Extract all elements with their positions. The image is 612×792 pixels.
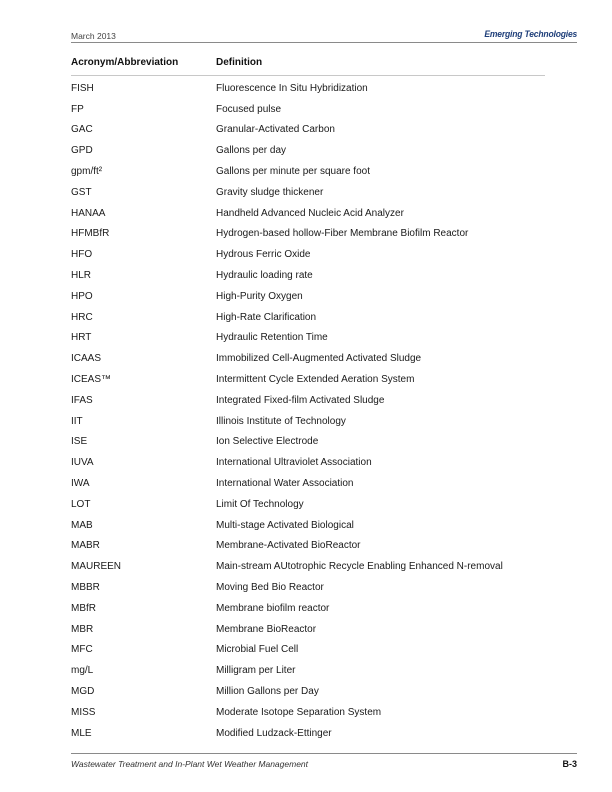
acronym-cell: HFO [71,249,93,261]
acronym-cell: MGD [71,686,95,697]
table-body [71,76,545,744]
acronym-cell: ISE [71,436,88,448]
header-date: March 2013 [71,31,116,41]
table-row [71,598,545,619]
definition-cell: Intermittent Cycle Extended Aeration System [216,374,415,386]
table-row [71,390,545,411]
table-row [71,515,545,536]
table-row [71,660,545,681]
definition-cell: Gallons per minute per square foot [216,166,370,178]
table-row [71,556,545,577]
acronym-cell: gpm/ft² [71,166,103,178]
acronym-cell: HRT [71,332,92,344]
table-row [71,536,545,557]
definition-cell: Limit Of Technology [216,498,304,510]
acronym-cell: FP [71,103,84,115]
definition-cell: Moderate Isotope Separation System [216,706,382,718]
footer-divider [71,753,577,754]
acronym-cell: mg/L [71,665,94,677]
column-header-definition: Definition [216,57,263,68]
definition-cell: High-Purity Oxygen [216,290,303,302]
acronym-cell: MBBR [71,582,100,594]
table-row [71,452,545,473]
definition-cell: International Ultraviolet Association [216,457,372,469]
acronym-cell: FISH [71,82,94,94]
page-number: B-3 [562,759,577,769]
table-row [71,494,545,515]
table-row [71,432,545,453]
definition-cell: Million Gallons per Day [216,686,319,697]
acronym-cell: HRC [71,311,93,323]
definition-cell: High-Rate Clarification [216,311,317,323]
definition-cell: Milligram per Liter [216,665,296,677]
definition-cell: Membrane BioReactor [216,623,317,635]
table-row [71,265,545,286]
table-row [71,161,545,182]
definition-cell: Microbial Fuel Cell [216,644,299,656]
definition-cell: Gravity sludge thickener [216,186,324,198]
table-row [71,224,545,245]
acronym-cell: ICAAS [71,353,102,365]
table-row [71,328,545,349]
table-row [71,369,545,390]
definition-cell: Hydraulic Retention Time [216,332,328,344]
table-row [71,473,545,494]
definition-cell: Granular-Activated Carbon [216,124,335,136]
acronym-cell: LOT [71,498,91,510]
definition-cell: Modified Ludzack-Ettinger [216,727,332,739]
definition-cell: Moving Bed Bio Reactor [216,582,324,594]
definition-cell: Main-stream AUtotrophic Recycle Enabling Enhanced N-removal [216,561,503,573]
table-row [71,640,545,661]
table-row [71,286,545,307]
definition-cell: Focused pulse [216,103,282,115]
acronym-cell: MBR [71,623,94,635]
definition-cell: Integrated Fixed-film Activated Sludge [216,394,385,406]
table-row [71,411,545,432]
acronym-cell: GST [71,186,92,198]
acronym-cell: MISS [71,706,96,718]
column-header-acronym: Acronym/Abbreviation [71,57,179,68]
table-row [71,203,545,224]
table-row [71,577,545,598]
acronym-table [71,57,545,744]
acronym-cell: MLE [71,727,92,739]
acronym-cell: MFC [71,644,93,656]
acronym-cell: IIT [71,415,83,427]
definition-cell: Ion Selective Electrode [216,436,319,448]
acronym-cell: GPD [71,145,93,157]
table-row [71,348,545,369]
table-row [71,702,545,723]
table-row [71,619,545,640]
definition-cell: Hydrogen-based hollow-Fiber Membrane Biofilm Reactor [216,228,469,240]
definition-cell: Hydrous Ferric Oxide [216,249,311,261]
definition-cell: Handheld Advanced Nucleic Acid Analyzer [216,207,404,219]
definition-cell: Illinois Institute of Technology [216,415,346,427]
table-row [71,78,545,99]
table-row [71,182,545,203]
definition-cell: Membrane biofilm reactor [216,602,330,614]
definition-cell: Immobilized Cell-Augmented Activated Sludge [216,353,422,365]
table-row [71,140,545,161]
table-header-row [71,57,545,76]
definition-cell: Fluorescence In Situ Hybridization [216,82,368,94]
acronym-cell: MAB [71,519,93,531]
acronym-cell: IWA [71,478,90,490]
definition-cell: International Water Association [216,478,354,490]
footer-document-title: Wastewater Treatment and In-Plant Wet Weather Management [71,759,309,769]
acronym-cell: IUVA [71,457,94,469]
acronym-cell: ICEAS™ [71,374,112,386]
definition-cell: Multi-stage Activated Biological [216,519,354,531]
definition-cell: Membrane-Activated BioReactor [216,540,361,552]
table-row [71,120,545,141]
definition-cell: Hydraulic loading rate [216,270,313,282]
table-row [71,681,545,702]
table-row [71,723,545,744]
header-divider [71,42,577,43]
table-row [71,99,545,120]
page-header [71,29,577,43]
acronym-cell: HPO [71,290,93,302]
acronym-cell: GAC [71,124,93,136]
acronym-cell: IFAS [71,394,93,406]
acronym-cell: MABR [71,540,100,552]
acronym-cell: HLR [71,270,92,282]
table-row [71,307,545,328]
page-footer [71,759,577,773]
definition-cell: Gallons per day [216,145,287,157]
table-row [71,244,545,265]
header-section-title: Emerging Technologies [484,29,577,40]
acronym-cell: MBfR [71,602,96,614]
acronym-cell: HANAA [71,207,106,219]
acronym-cell: MAUREEN [71,561,122,573]
acronym-cell: HFMBfR [71,228,110,240]
